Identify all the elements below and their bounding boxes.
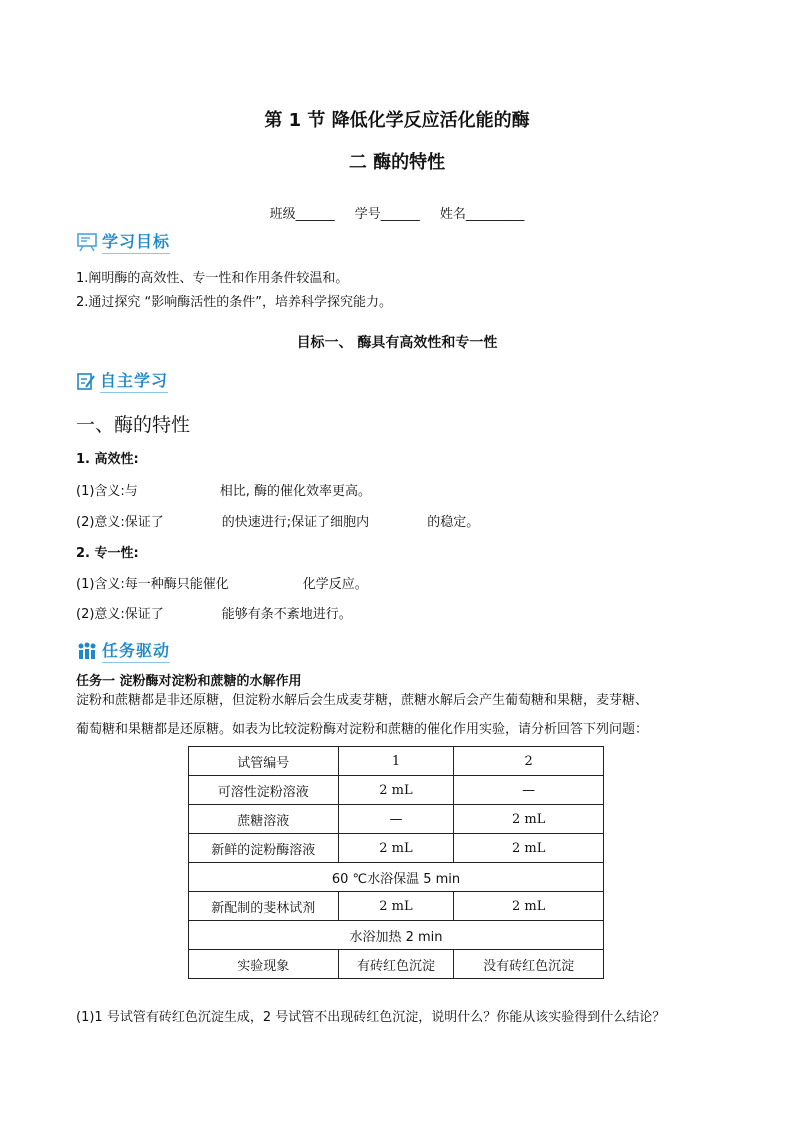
- task-label: 任务驱动: [102, 638, 170, 663]
- table-row: [189, 776, 604, 805]
- specificity-item-1: (1)含义:每一种酶只能催化 化学反应。: [76, 577, 368, 592]
- efficiency-item-1: (1)含义:与 相比, 酶的催化效率更高。: [76, 484, 372, 499]
- self-study-label: 自主学习: [100, 368, 168, 393]
- table-cell: —: [338, 805, 454, 834]
- table-cell: 2 mL: [338, 776, 454, 805]
- team-icon: [76, 641, 98, 661]
- table-row: [189, 863, 604, 892]
- table-cell: 水浴加热 2 min: [189, 921, 604, 950]
- table-cell: 新鲜的淀粉酶溶液: [189, 834, 339, 863]
- table-cell: 2 mL: [454, 805, 604, 834]
- name-field: 姓名_________: [439, 207, 525, 222]
- table-cell: 蔗糖溶液: [189, 805, 339, 834]
- table-cell: 1: [338, 747, 454, 776]
- efficiency-heading: 1. 高效性:: [76, 452, 139, 467]
- task-heading: 任务一 淀粉酶对淀粉和蔗糖的水解作用: [76, 674, 302, 689]
- table-cell: 实验现象: [189, 950, 339, 979]
- self-study-badge: [76, 368, 168, 393]
- goal-item-2: 2.通过探究 “影响酶活性的条件”，培养科学探究能力。: [76, 295, 393, 310]
- table-row: [189, 892, 604, 921]
- efficiency-item-2: (2)意义:保证了 的快速进行;保证了细胞内 的稳定。: [76, 515, 480, 530]
- table-cell: —: [454, 776, 604, 805]
- student-id-field: 学号______: [354, 207, 420, 222]
- whiteboard-icon: [76, 232, 98, 252]
- specificity-item-2: (2)意义:保证了 能够有条不紊地进行。: [76, 607, 352, 622]
- table-cell: 2 mL: [454, 892, 604, 921]
- table-row: [189, 805, 604, 834]
- table-cell: 60 ℃水浴保温 5 min: [189, 863, 604, 892]
- specificity-heading: 2. 专一性:: [76, 546, 139, 561]
- task-badge: [76, 638, 170, 663]
- objective-heading: 目标一、 酶具有高效性和专一性: [296, 335, 498, 351]
- learning-goals-badge: [76, 229, 170, 254]
- goal-item-1: 1.阐明酶的高效性、专一性和作用条件较温和。: [76, 271, 349, 286]
- table-cell: 新配制的斐林试剂: [189, 892, 339, 921]
- table-cell: 2 mL: [454, 834, 604, 863]
- table-row: [189, 921, 604, 950]
- table-cell: 2 mL: [338, 834, 454, 863]
- table-cell: 有砖红色沉淀: [338, 950, 454, 979]
- table-row: [189, 834, 604, 863]
- table-cell: 可溶性淀粉溶液: [189, 776, 339, 805]
- page-subtitle: 二 酶的特性: [348, 152, 446, 173]
- task-paragraph-line-1: 淀粉和蔗糖都是非还原糖，但淀粉水解后会生成麦芽糖，蔗糖水解后会产生葡萄糖和果糖，麦芽糖、: [76, 693, 649, 708]
- class-field: 班级______: [269, 207, 335, 222]
- question-1: (1)1 号试管有砖红色沉淀生成，2 号试管不出现砖红色沉淀，说明什么？你能从该实验得到什么结论？: [76, 1010, 666, 1025]
- section-title: 一、酶的特性: [76, 414, 191, 436]
- learning-goals-label: 学习目标: [102, 229, 170, 254]
- table-row: [189, 950, 604, 979]
- table-cell: 2: [454, 747, 604, 776]
- task-paragraph-line-2: 葡萄糖和果糖都是还原糖。如表为比较淀粉酶对淀粉和蔗糖的催化作用实验，请分析回答下列问题：: [76, 722, 649, 737]
- student-info: [0, 203, 794, 222]
- table-cell: 试管编号: [189, 747, 339, 776]
- table-row: [189, 747, 604, 776]
- table-cell: 2 mL: [338, 892, 454, 921]
- experiment-table: [188, 746, 604, 979]
- table-cell: 没有砖红色沉淀: [454, 950, 604, 979]
- page-title: 第 1 节 降低化学反应活化能的酶: [264, 110, 530, 131]
- notebook-pen-icon: [76, 371, 96, 391]
